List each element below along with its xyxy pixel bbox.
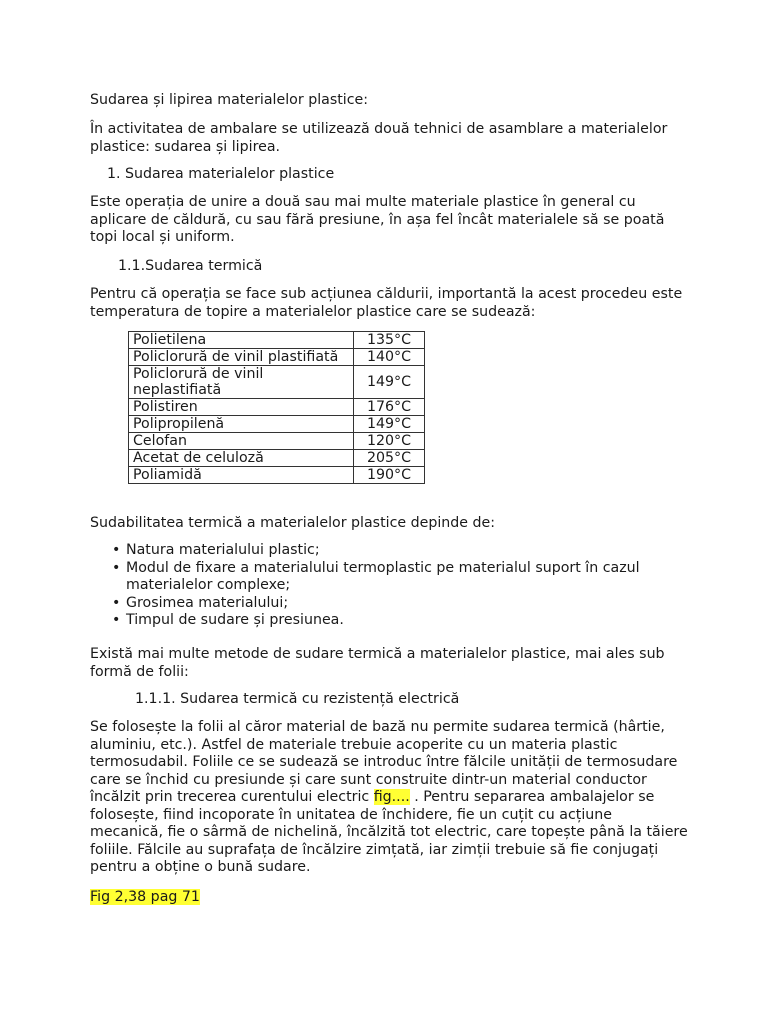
- document-title: Sudarea și lipirea materialelor plastice:: [90, 92, 369, 108]
- section-heading-1-1-1: 1.1.1. Sudarea termică cu rezistență electrică: [135, 691, 460, 707]
- bullet-icon: •: [112, 594, 121, 611]
- intro-line: În activitatea de ambalare se utilizează două tehnici de asamblare a materialelor: [90, 121, 668, 137]
- paragraph-line: Este operația de unire a două sau mai multe materiale plastice în general cu: [90, 194, 636, 210]
- paragraph-line: aplicare de căldură, cu sau fără presiune, în așa fel încât materialele să se poată: [90, 211, 665, 228]
- paragraph-line: pentru a obține o bună sudare.: [90, 859, 311, 875]
- section111-paragraph: [90, 719, 690, 877]
- list-item-text: Grosimea materialului;: [126, 594, 289, 611]
- list-item-text: materialelor complexe;: [126, 577, 291, 593]
- melting-temperature-cell: 176°C: [354, 399, 425, 416]
- table-row: [129, 399, 425, 416]
- bullet-icon: •: [112, 542, 121, 558]
- table-row: [129, 450, 425, 467]
- table-row: [129, 332, 425, 349]
- material-name: Policlorură de vinil plastifiată: [133, 349, 339, 365]
- material-name-cell: [129, 332, 354, 349]
- paragraph-line: folosește, fiind incoporate în unitatea de închidere, fie un cuțit cu acțiune: [90, 806, 613, 823]
- melting-temperature-cell: 140°C: [354, 349, 425, 366]
- material-name-cell: [129, 416, 354, 433]
- table-row: [129, 433, 425, 450]
- section-heading-1: 1. Sudarea materialelor plastice: [107, 166, 335, 182]
- paragraph-line: Pentru că operația se face sub acțiunea căldurii, importantă la acest procedeu este: [90, 286, 683, 302]
- section-heading-1-1: 1.1.Sudarea termică: [118, 258, 263, 274]
- table-row: [129, 416, 425, 433]
- paragraph-line: formă de folii:: [90, 663, 189, 680]
- highlighted-figure-note: Fig 2,38 pag 71: [90, 889, 200, 905]
- paragraph-line: temperatura de topire a materialelor plastice care se sudează:: [90, 303, 536, 320]
- melting-temperature-cell: 190°C: [354, 467, 425, 484]
- melting-temperature-cell: 135°C: [354, 332, 425, 349]
- weldability-intro: Sudabilitatea termică a materialelor plastice depinde de:: [90, 515, 496, 531]
- highlighted-figure-ref: fig....: [373, 789, 410, 805]
- table-row: [129, 467, 425, 484]
- list-item: [90, 560, 690, 595]
- list-item: [90, 595, 690, 613]
- material-name-cell: [129, 433, 354, 450]
- list-item: [90, 542, 690, 560]
- section1-paragraph: [90, 194, 690, 247]
- material-name: Policlorură de vinil: [133, 366, 264, 382]
- material-name: Celofan: [133, 433, 187, 449]
- paragraph-line: foliile. Fălcile au suprafața de încălzire zimțată, iar zimții trebuie să fie conjugați: [90, 841, 659, 858]
- weldability-factors-list: [90, 542, 690, 630]
- intro-paragraph: [90, 121, 690, 156]
- material-name: Polietilena: [133, 332, 207, 348]
- paragraph-line: topi local și uniform.: [90, 229, 235, 245]
- paragraph-line: mecanică, fie o sârmă de nichelină, încălzită tot electric, care topește până la tăiere: [90, 824, 688, 840]
- material-name: neplastifiată: [133, 382, 222, 398]
- material-name-cell: [129, 366, 354, 399]
- melting-temperature-cell: 149°C: [354, 416, 425, 433]
- figure-note: [90, 889, 690, 907]
- melting-temperature-cell: 120°C: [354, 433, 425, 450]
- text-run: încălzit prin trecerea curentului electric: [90, 789, 374, 805]
- material-name-cell: [129, 399, 354, 416]
- methods-paragraph: [90, 646, 690, 681]
- list-item-text: Modul de fixare a materialului termoplastic pe materialul suport în cazul: [126, 559, 640, 576]
- list-item: [90, 612, 690, 630]
- text-run: . Pentru separarea ambalajelor se: [409, 789, 655, 805]
- bullet-icon: •: [112, 559, 121, 576]
- melting-temperature-cell: 149°C: [354, 366, 425, 399]
- paragraph-line: Se folosește la folii al căror material de bază nu permite sudarea termică (hârtie,: [90, 719, 665, 735]
- material-name-cell: [129, 467, 354, 484]
- intro-line: plastice: sudarea și lipirea.: [90, 138, 281, 155]
- material-name-cell: [129, 349, 354, 366]
- list-item-text: Timpul de sudare și presiunea.: [126, 612, 344, 628]
- paragraph-line: aluminiu, etc.). Astfel de materiale trebuie acoperite cu un materia plastic: [90, 736, 618, 753]
- material-name: Poliamidă: [133, 467, 202, 483]
- paragraph-line: Există mai multe metode de sudare termică a materialelor plastice, mai ales sub: [90, 646, 665, 662]
- melting-temperature-cell: 205°C: [354, 450, 425, 467]
- bullet-icon: •: [112, 612, 121, 628]
- material-name: Polipropilenă: [133, 416, 225, 432]
- material-name: Polistiren: [133, 399, 198, 415]
- table-row: [129, 349, 425, 366]
- paragraph-line: [90, 789, 690, 807]
- list-item-text: Natura materialului plastic;: [126, 542, 320, 558]
- material-name: Acetat de celuloză: [133, 450, 264, 466]
- melting-temperature-table: [128, 331, 425, 484]
- paragraph-line: care se închid cu presiunde și care sunt construite dintr-un material conductor: [90, 771, 647, 788]
- section11-paragraph: [90, 286, 690, 321]
- paragraph-line: termosudabil. Foliile ce se sudează se introduc între fălcile unității de termosudare: [90, 754, 678, 770]
- table-row: [129, 366, 425, 399]
- material-name-cell: [129, 450, 354, 467]
